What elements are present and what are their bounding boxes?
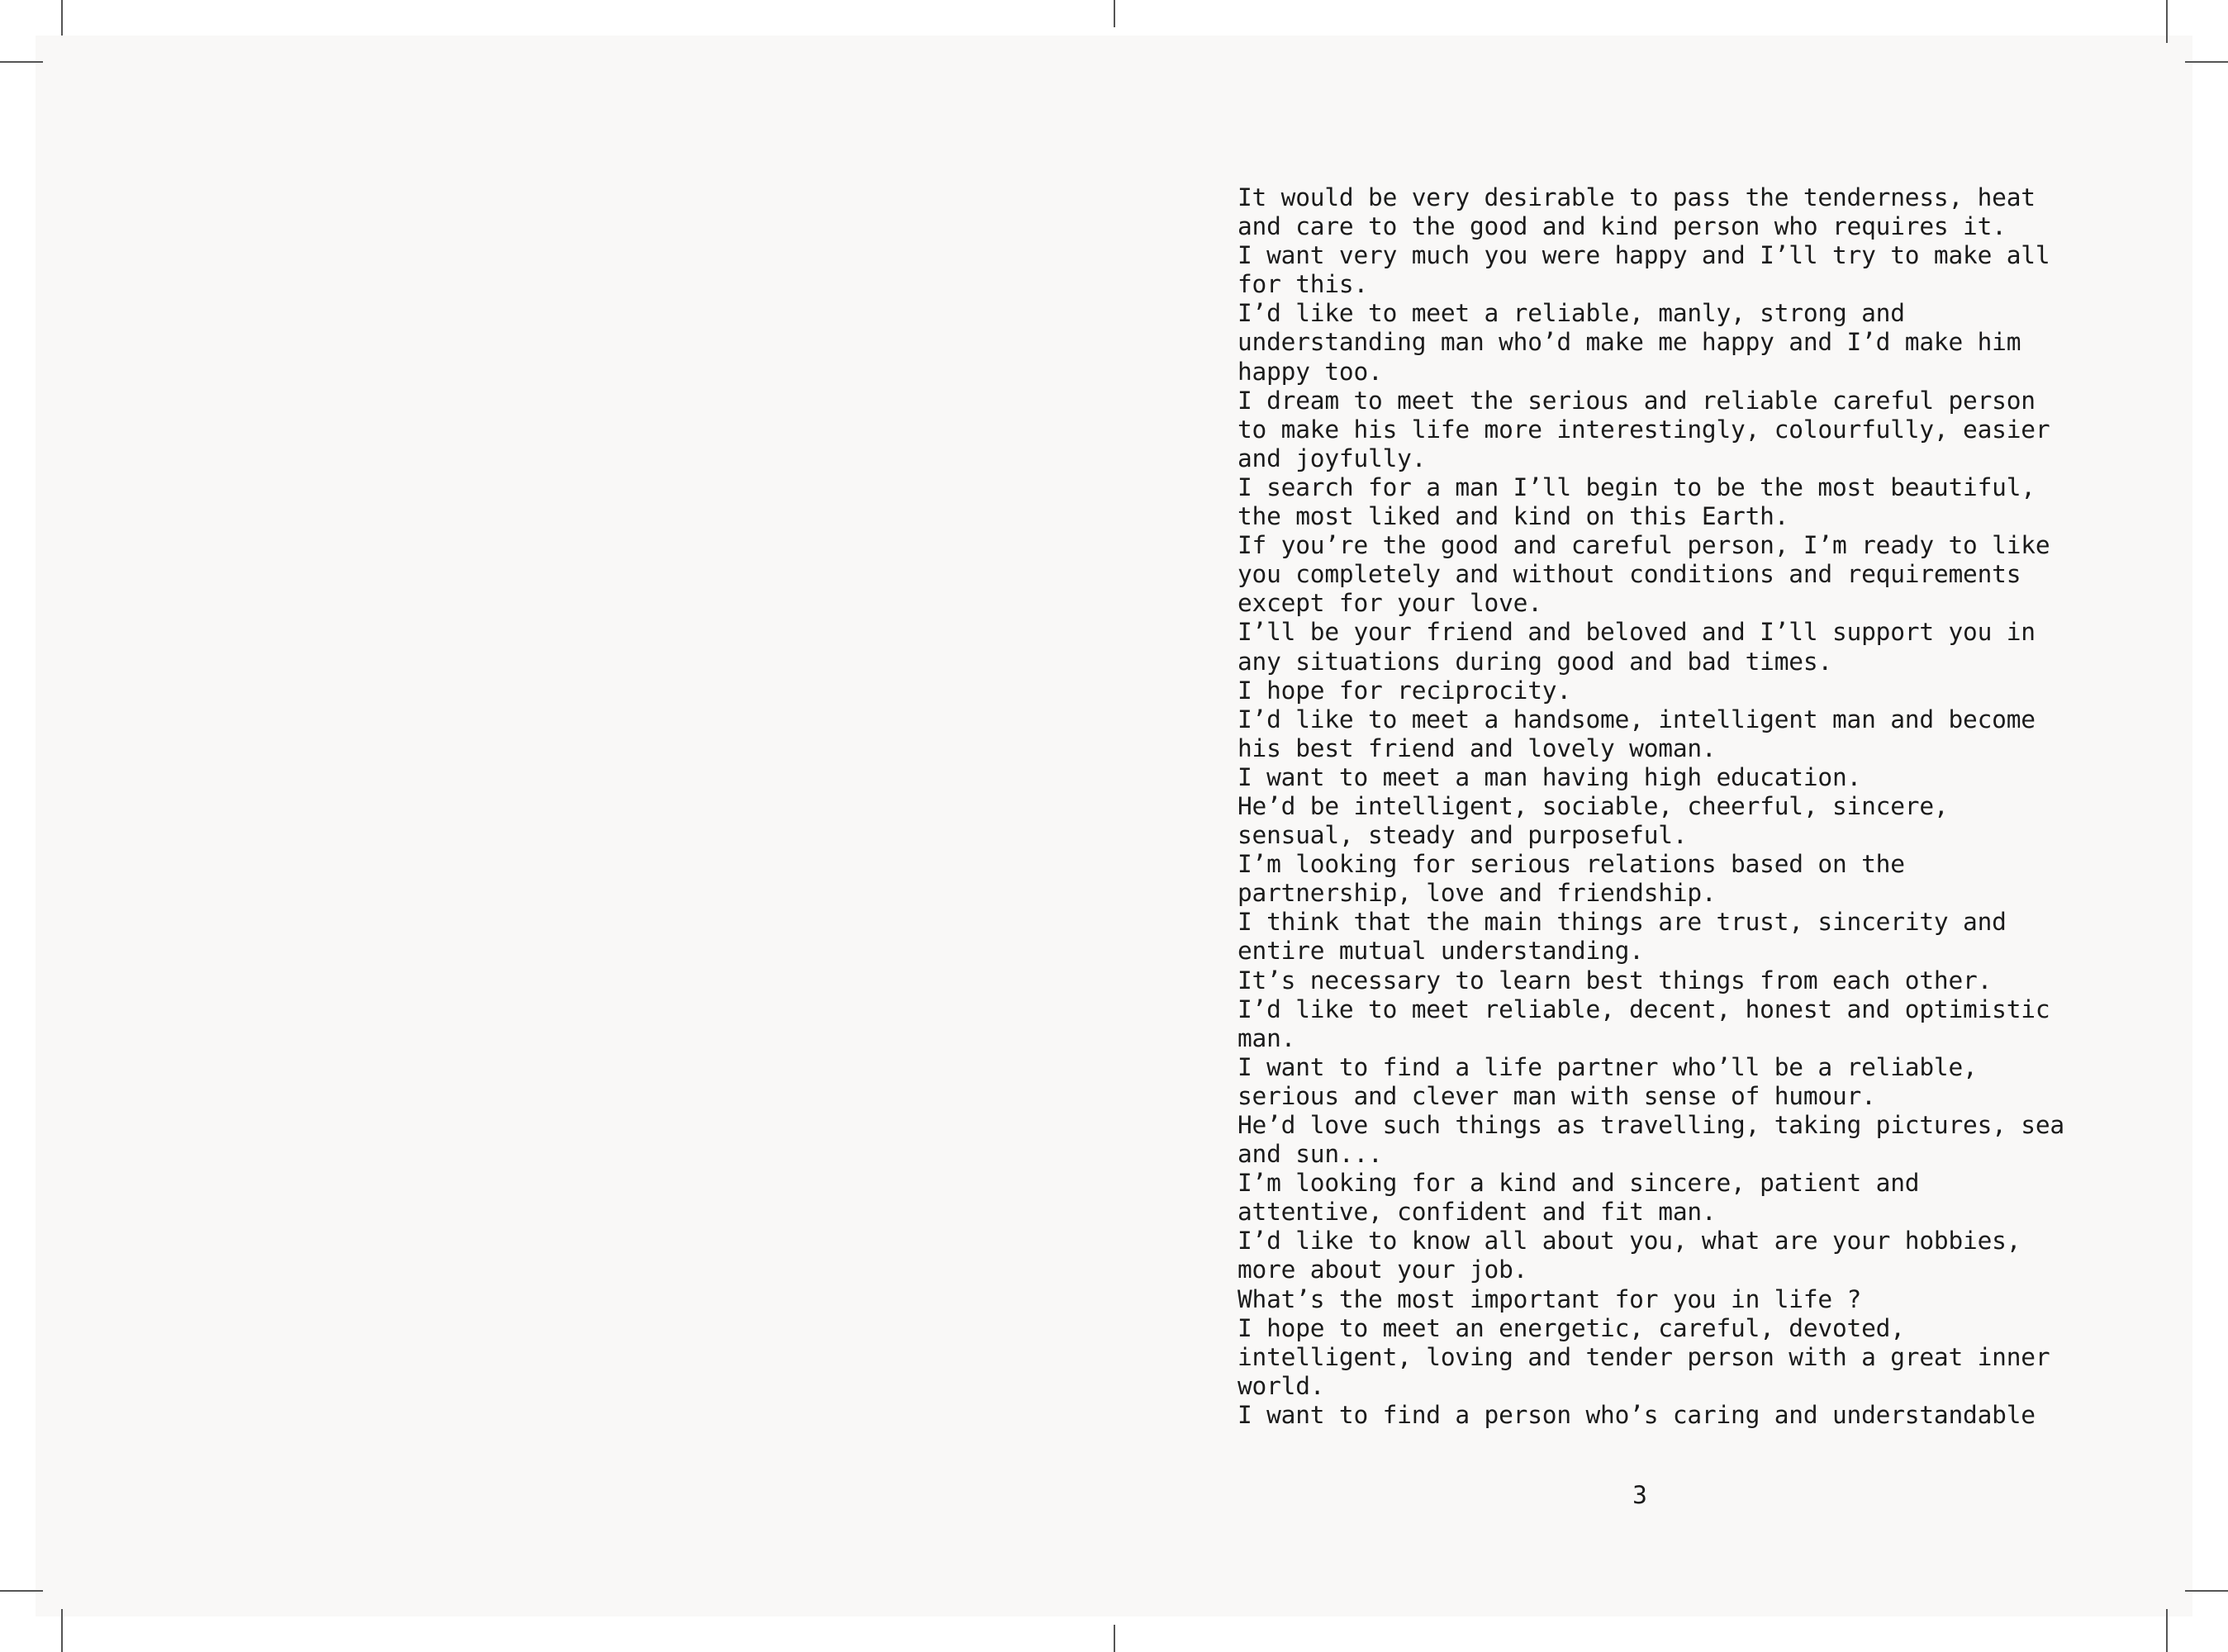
crop-mark-bottom-right <box>2166 1609 2168 1652</box>
crop-mark-top-center <box>1114 0 1115 27</box>
text-line: If you’re the good and careful person, I’m ready to like <box>1238 531 2050 560</box>
text-line: the most liked and kind on this Earth. <box>1238 502 1789 531</box>
text-line: I’d like to meet a reliable, manly, strong and <box>1238 299 1905 328</box>
crop-mark-bottom-left-horizontal <box>0 1590 43 1592</box>
text-line: and care to the good and kind person who requires it. <box>1238 212 2007 241</box>
text-line: I want to find a life partner who’ll be a reliable, <box>1238 1052 1978 1081</box>
text-line: What’s the most important for you in life ? <box>1238 1284 1862 1313</box>
text-line: I dream to meet the serious and reliable careful person <box>1238 386 2036 415</box>
text-line: more about your job. <box>1238 1256 1528 1284</box>
text-line: I’ll be your friend and beloved and I’ll support you in <box>1238 618 2036 647</box>
crop-mark-top-left <box>61 0 63 36</box>
crop-mark-top-right-horizontal <box>2185 61 2228 63</box>
crop-mark-top-right <box>2166 0 2168 43</box>
text-line: I want to find a person who’s caring and understandable <box>1238 1400 2036 1429</box>
text-line: partnership, love and friendship. <box>1238 879 1717 908</box>
text-line: attentive, confident and fit man. <box>1238 1198 1717 1227</box>
text-line: understanding man who’d make me happy and I’d make him <box>1238 328 2021 357</box>
text-line: his best friend and lovely woman. <box>1238 733 1717 762</box>
text-line: I hope for reciprocity. <box>1238 676 1571 705</box>
text-line: He’d love such things as travelling, taking pictures, sea <box>1238 1111 2064 1139</box>
text-line: I hope to meet an energetic, careful, devoted, <box>1238 1313 1905 1342</box>
text-line: I’d like to know all about you, what are your hobbies, <box>1238 1227 2021 1256</box>
text-line: except for your love. <box>1238 589 1542 618</box>
text-line: I search for a man I’ll begin to be the most beautiful, <box>1238 472 2036 501</box>
text-line: happy too. <box>1238 357 1383 386</box>
crop-mark-bottom-center <box>1114 1625 1115 1652</box>
text-line: intelligent, loving and tender person with a great inner <box>1238 1342 2050 1371</box>
text-line: and joyfully. <box>1238 444 1427 472</box>
text-line: serious and clever man with sense of humour. <box>1238 1081 1876 1110</box>
text-line: any situations during good and bad times. <box>1238 647 1832 676</box>
page-number: 3 <box>1632 1481 1647 1509</box>
crop-mark-top-left-horizontal <box>0 61 43 63</box>
text-line: It would be very desirable to pass the tenderness, heat <box>1238 183 2036 211</box>
text-line: for this. <box>1238 270 1369 299</box>
crop-mark-bottom-right-horizontal <box>2185 1590 2228 1592</box>
text-line: sensual, steady and purposeful. <box>1238 821 1688 850</box>
text-line: to make his life more interestingly, colourfully, easier <box>1238 415 2050 444</box>
text-line: I think that the main things are trust, sincerity and <box>1238 908 2007 937</box>
text-line: you completely and without conditions and requirements <box>1238 560 2021 589</box>
text-line: I’m looking for serious relations based on the <box>1238 850 1905 879</box>
crop-mark-bottom-left <box>61 1609 63 1652</box>
text-line: and sun... <box>1238 1140 1383 1169</box>
text-line: I’d like to meet a handsome, intelligent man and become <box>1238 705 2036 733</box>
text-line: world. <box>1238 1371 1325 1400</box>
text-line: I want to meet a man having high education. <box>1238 762 1862 791</box>
text-line: I’m looking for a kind and sincere, patient and <box>1238 1169 1920 1198</box>
text-line: He’d be intelligent, sociable, cheerful, sincere, <box>1238 791 1949 820</box>
body-text <box>1238 183 2130 1430</box>
text-line: entire mutual understanding. <box>1238 937 1644 966</box>
text-line: I’d like to meet reliable, decent, honest and optimistic <box>1238 995 2050 1023</box>
text-line: man. <box>1238 1023 1296 1052</box>
text-line: It’s necessary to learn best things from each other. <box>1238 966 1993 995</box>
text-line: I want very much you were happy and I’ll try to make all <box>1238 241 2050 270</box>
